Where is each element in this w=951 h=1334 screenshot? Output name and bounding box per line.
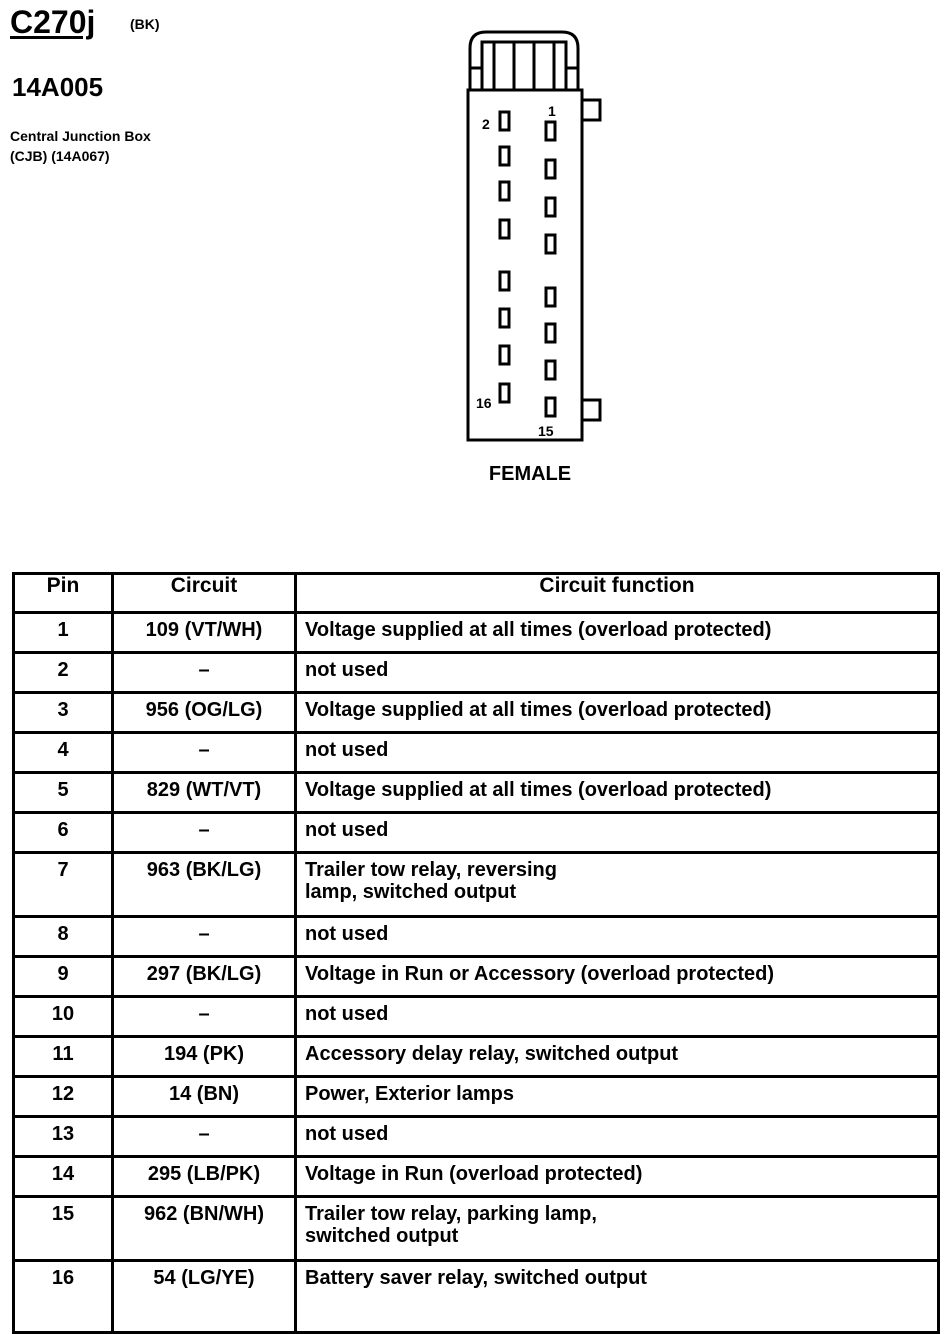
function-line: not used <box>305 819 389 841</box>
connector-description <box>10 126 151 166</box>
cell-function <box>296 613 939 653</box>
table-row <box>14 1117 939 1157</box>
cell-circuit: 962 (BN/WH) <box>113 1197 296 1261</box>
function-line: not used <box>305 739 389 761</box>
connector-color: (BK) <box>130 16 160 32</box>
cell-function <box>296 917 939 957</box>
cell-pin: 2 <box>14 653 113 693</box>
cell-circuit: – <box>113 917 296 957</box>
connector-id: C270j <box>10 4 96 40</box>
cell-circuit: 295 (LB/PK) <box>113 1157 296 1197</box>
pin-cavity <box>546 160 555 178</box>
cell-pin: 8 <box>14 917 113 957</box>
pin-label-1: 1 <box>548 103 556 119</box>
cell-pin: 5 <box>14 773 113 813</box>
table-row <box>14 813 939 853</box>
pin-cavity <box>500 112 509 130</box>
cell-circuit: 297 (BK/LG) <box>113 957 296 997</box>
cell-function <box>296 733 939 773</box>
header-pin: Pin <box>14 574 113 613</box>
cell-pin: 1 <box>14 613 113 653</box>
function-line: Voltage in Run or Accessory (overload protected) <box>305 963 774 985</box>
cell-pin: 7 <box>14 853 113 917</box>
connector-face-diagram <box>460 20 620 450</box>
table-row <box>14 1261 939 1333</box>
pin-label-2: 2 <box>482 116 490 132</box>
connector-gender-label: FEMALE <box>488 463 572 485</box>
function-line: Trailer tow relay, reversing <box>305 859 557 881</box>
pin-cavity <box>546 235 555 253</box>
pin-cavity <box>546 288 555 306</box>
cell-function <box>296 653 939 693</box>
cell-circuit: 194 (PK) <box>113 1037 296 1077</box>
header-circuit: Circuit <box>113 574 296 613</box>
cell-function <box>296 693 939 733</box>
cell-function <box>296 813 939 853</box>
connector-housing <box>468 90 582 440</box>
table-row <box>14 1157 939 1197</box>
cell-circuit: – <box>113 653 296 693</box>
function-line: Trailer tow relay, parking lamp, <box>305 1203 597 1225</box>
cell-pin: 10 <box>14 997 113 1037</box>
table-row <box>14 853 939 917</box>
pin-cavity <box>500 220 509 238</box>
pin-cavity <box>500 147 509 165</box>
pin-cavity <box>546 198 555 216</box>
cell-pin: 11 <box>14 1037 113 1077</box>
function-line: not used <box>305 1003 389 1025</box>
function-line: Accessory delay relay, switched output <box>305 1043 679 1065</box>
cell-circuit: 963 (BK/LG) <box>113 853 296 917</box>
cell-pin: 6 <box>14 813 113 853</box>
table-row <box>14 997 939 1037</box>
pin-cavity <box>500 309 509 327</box>
cell-circuit: – <box>113 733 296 773</box>
cell-function <box>296 957 939 997</box>
cell-pin: 12 <box>14 1077 113 1117</box>
table-row <box>14 773 939 813</box>
function-line: Voltage supplied at all times (overload protected) <box>305 699 772 721</box>
function-line-2: switched output <box>305 1225 459 1247</box>
description-line-2: (CJB) (14A067) <box>10 148 110 164</box>
cell-circuit: – <box>113 813 296 853</box>
cell-pin: 15 <box>14 1197 113 1261</box>
cell-function <box>296 853 939 917</box>
table-row <box>14 613 939 653</box>
cell-function <box>296 1077 939 1117</box>
cell-function <box>296 1037 939 1077</box>
cell-circuit: 109 (VT/WH) <box>113 613 296 653</box>
cell-function <box>296 997 939 1037</box>
description-line-1: Central Junction Box <box>10 128 151 144</box>
function-line: not used <box>305 1123 389 1145</box>
pin-cavities <box>500 112 555 416</box>
pin-label-15: 15 <box>538 423 554 439</box>
pin-cavity <box>500 182 509 200</box>
table-row <box>14 1037 939 1077</box>
pin-cavity <box>500 272 509 290</box>
header-circuit-function: Circuit function <box>296 574 939 613</box>
cell-function <box>296 1261 939 1333</box>
table-row <box>14 1077 939 1117</box>
pin-cavity <box>546 324 555 342</box>
pin-cavity <box>546 361 555 379</box>
cell-circuit: – <box>113 997 296 1037</box>
function-line: not used <box>305 923 389 945</box>
table-row <box>14 957 939 997</box>
pin-cavity <box>546 122 555 140</box>
function-line: Power, Exterior lamps <box>305 1083 514 1105</box>
cell-pin: 9 <box>14 957 113 997</box>
cell-circuit: 54 (LG/YE) <box>113 1261 296 1333</box>
table-row <box>14 917 939 957</box>
cell-function <box>296 1157 939 1197</box>
cell-circuit: 829 (WT/VT) <box>113 773 296 813</box>
pin-table <box>12 572 940 1334</box>
table-row <box>14 653 939 693</box>
cell-function <box>296 1197 939 1261</box>
table-row <box>14 1197 939 1261</box>
cell-pin: 14 <box>14 1157 113 1197</box>
function-line: Voltage supplied at all times (overload protected) <box>305 619 772 641</box>
cell-circuit: – <box>113 1117 296 1157</box>
cell-pin: 4 <box>14 733 113 773</box>
pin-cavity <box>546 398 555 416</box>
locking-tab-top <box>582 100 600 120</box>
cell-function <box>296 1117 939 1157</box>
cell-function <box>296 773 939 813</box>
function-line: Battery saver relay, switched output <box>305 1267 647 1289</box>
part-number: 14A005 <box>12 72 104 102</box>
table-row <box>14 733 939 773</box>
pin-table-header <box>14 574 939 613</box>
locking-tab-bottom <box>582 400 600 420</box>
cell-pin: 3 <box>14 693 113 733</box>
function-line: Voltage in Run (overload protected) <box>305 1163 643 1185</box>
pin-cavity <box>500 346 509 364</box>
connector-latch <box>470 32 578 90</box>
function-line-2: lamp, switched output <box>305 881 517 903</box>
pin-cavity <box>500 384 509 402</box>
cell-pin: 16 <box>14 1261 113 1333</box>
function-line: Voltage supplied at all times (overload protected) <box>305 779 772 801</box>
cell-circuit: 956 (OG/LG) <box>113 693 296 733</box>
cell-circuit: 14 (BN) <box>113 1077 296 1117</box>
pin-label-16: 16 <box>476 395 492 411</box>
cell-pin: 13 <box>14 1117 113 1157</box>
table-row <box>14 693 939 733</box>
function-line: not used <box>305 659 389 681</box>
